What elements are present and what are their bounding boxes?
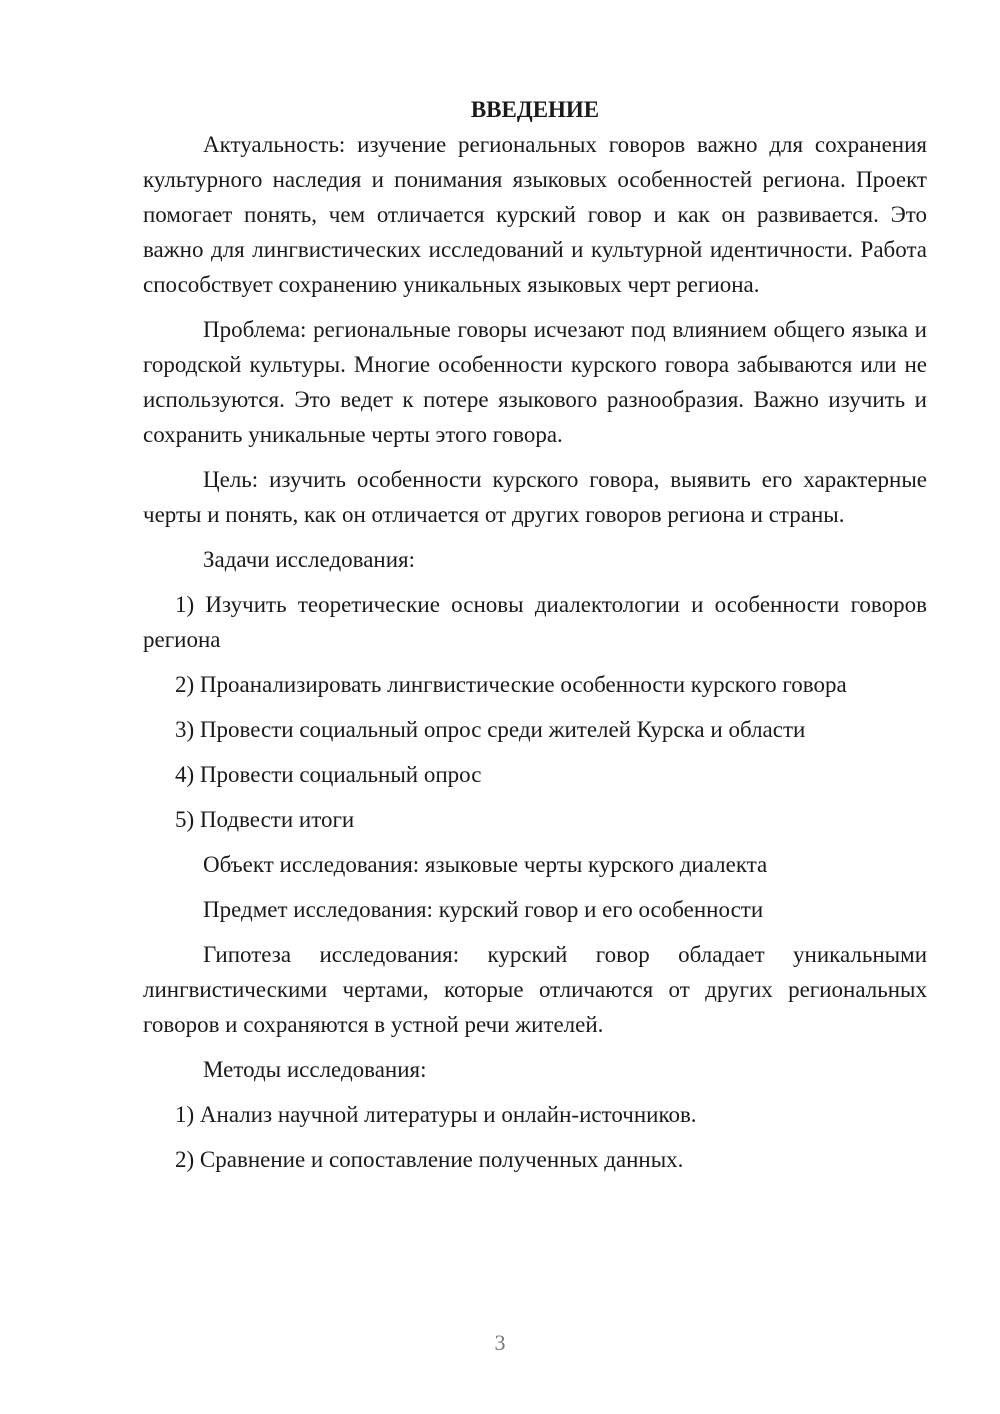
page-number: 3: [494, 1330, 506, 1355]
paragraph-subject: Предмет исследования: курский говор и его особенности: [203, 897, 764, 922]
task-item-2: 2) Проанализировать лингвистические особенности курского говора: [175, 672, 847, 697]
paragraph-relevance: Актуальность: изучение региональных говоров важно для сохранения культурного наследия и понимания языковых особенностей региона. Проект помогает понять, чем отличается курский говор и как он развивается. Это важно для лингвистических исследований и культурной идентичности. Работа способствует сохранению уникальных языковых черт региона.: [143, 132, 927, 297]
methods-heading: Методы исследования:: [203, 1057, 427, 1082]
method-item-1: 1) Анализ научной литературы и онлайн-источников.: [175, 1102, 697, 1127]
task-item-5: 5) Подвести итоги: [175, 807, 355, 832]
paragraph-problem: Проблема: региональные говоры исчезают под влиянием общего языка и городской культуры. Многие особенности курского говора забываются или не используются. Это ведет к потере языкового разнообразия. Важно изучить и сохранить уникальные черты этого говора.: [143, 317, 927, 447]
method-item-2: 2) Сравнение и сопоставление полученных данных.: [175, 1147, 684, 1172]
task-item-4: 4) Провести социальный опрос: [175, 762, 482, 787]
paragraph-goal: Цель: изучить особенности курского говора, выявить его характерные черты и понять, как он отличается от других говоров региона и страны.: [143, 467, 927, 527]
task-item-1: 1) Изучить теоретические основы диалектологии и особенности говоров региона: [143, 592, 927, 652]
task-item-3: 3) Провести социальный опрос среди жителей Курска и области: [175, 717, 806, 742]
section-title: ВВЕДЕНИЕ: [470, 97, 600, 122]
paragraph-object: Объект исследования: языковые черты курского диалекта: [203, 852, 768, 877]
page-content: [143, 92, 927, 1177]
tasks-heading: Задачи исследования:: [203, 547, 416, 572]
paragraph-hypothesis: Гипотеза исследования: курский говор обладает уникальными лингвистическими чертами, которые отличаются от других региональных говоров и сохраняются в устной речи жителей.: [143, 942, 927, 1037]
